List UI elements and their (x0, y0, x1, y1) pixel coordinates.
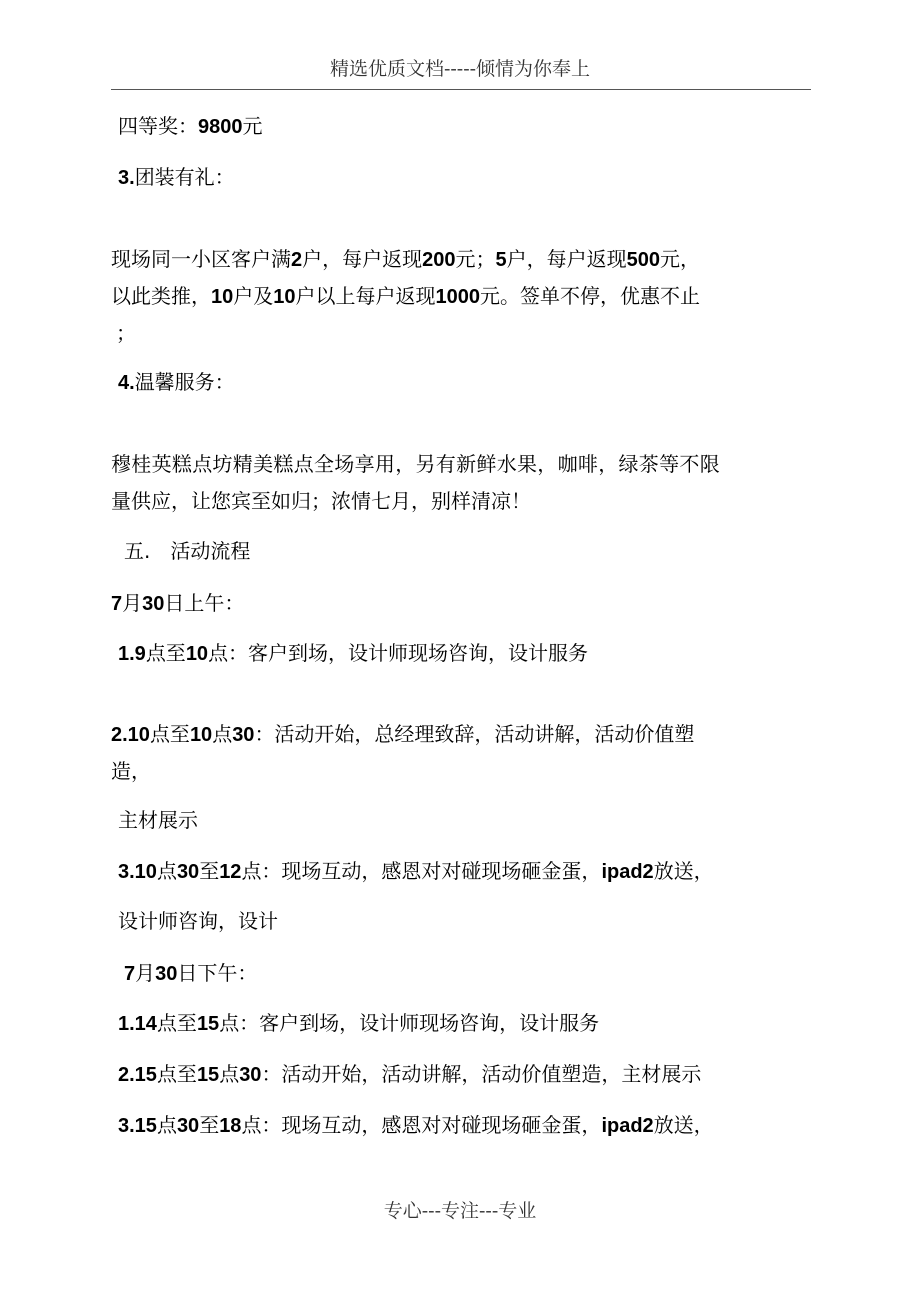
section-4-body-line-2: 量供应，让您宾至如归；浓情七月，别样清凉！ (111, 489, 531, 513)
number-run: 10 (211, 286, 234, 308)
text-run: 点：客户到场，设计师现场咨询，设计服务 (208, 641, 589, 665)
text-run: 至 (199, 859, 220, 883)
section-4-heading (118, 369, 235, 396)
text-run: 元。签单不停，优惠不止 (480, 284, 700, 308)
section-5-title: 活动流程 (170, 539, 251, 563)
morning-item-3 (118, 858, 714, 885)
text-run: 日下午： (177, 961, 258, 985)
text-run: 户以上每户返现 (295, 284, 436, 308)
number-run: 3.10 (118, 861, 157, 883)
number-run: 1.9 (118, 643, 146, 665)
text-run: 点：现场互动，感恩对对碰现场砸金蛋， (241, 859, 602, 883)
section-4-number: 4. (118, 372, 135, 394)
section-5-heading (124, 538, 250, 564)
number-run: 2.15 (118, 1064, 157, 1086)
number-run: 10 (185, 643, 209, 665)
text-run: 户及 (233, 284, 274, 308)
number-run: 10 (273, 286, 296, 308)
text-run: 元， (660, 247, 700, 271)
text-run: 点 (156, 859, 177, 883)
text-run: 月 (135, 961, 156, 985)
header-divider (111, 89, 811, 90)
text-run: 点 (156, 1113, 177, 1137)
morning-item-1 (118, 640, 588, 667)
number-run: 7 (111, 593, 123, 615)
text-run: 点：客户到场，设计师现场咨询，设计服务 (219, 1011, 600, 1035)
number-run: 10 (189, 724, 213, 746)
text-run: 点至 (149, 722, 190, 746)
page-header: 精选优质文档-----倾情为你奉上 (329, 58, 591, 80)
number-run: 5 (495, 249, 507, 271)
number-run: ipad2 (601, 1115, 654, 1137)
text-run: 至 (199, 1113, 220, 1137)
fourth-prize-label: 四等奖： (118, 114, 198, 138)
text-run: ：活动开始，活动讲解，活动价值塑造，主材展示 (261, 1062, 702, 1086)
section-3-heading (118, 164, 235, 191)
morning-item-2-line-3: 主材展示 (118, 808, 198, 832)
number-run: 30 (176, 1115, 200, 1137)
text-run: 月 (122, 591, 143, 615)
number-run: 3.15 (118, 1115, 157, 1137)
number-run: 1000 (435, 286, 480, 308)
number-run: 30 (232, 724, 255, 746)
number-run: 30 (239, 1064, 262, 1086)
number-run: 30 (155, 963, 178, 985)
text-run: 户，每户返现 (506, 247, 627, 271)
text-run: 以此类推， (111, 284, 211, 308)
text-run: 放送， (653, 1113, 714, 1137)
afternoon-item-3 (118, 1112, 714, 1139)
afternoon-item-1 (118, 1010, 599, 1037)
section-4-body-line-1: 穆桂英糕点坊精美糕点全场享用，另有新鲜水果，咖啡，绿茶等不限 (111, 452, 720, 476)
text-run: 放送， (653, 859, 714, 883)
morning-item-2 (111, 721, 694, 748)
number-run: 1.14 (118, 1013, 157, 1035)
number-run: ipad2 (601, 861, 654, 883)
number-run: 12 (219, 861, 242, 883)
section-3-body-line-1 (111, 246, 700, 273)
afternoon-item-2 (118, 1061, 701, 1088)
page-footer: 专心---专注---专业 (383, 1200, 537, 1222)
number-run: 2 (291, 249, 303, 271)
morning-item-2-line-2: 造， (111, 759, 151, 783)
text-run: 点：现场互动，感恩对对碰现场砸金蛋， (241, 1113, 602, 1137)
text-run: 点至 (156, 1011, 197, 1035)
morning-date (111, 590, 244, 617)
text-run: 日上午： (164, 591, 245, 615)
fourth-prize-line (118, 113, 263, 140)
number-run: 30 (176, 861, 200, 883)
number-run: 500 (626, 249, 660, 271)
fourth-prize-amount: 9800 (198, 116, 243, 138)
number-run: 18 (219, 1115, 242, 1137)
text-run: 点 (212, 722, 233, 746)
text-run: 元； (455, 247, 496, 271)
section-3-number: 3. (118, 167, 135, 189)
number-run: 7 (124, 963, 136, 985)
number-run: 2.10 (111, 724, 150, 746)
section-5-number: 五. (124, 539, 151, 563)
text-run: 点至 (145, 641, 186, 665)
number-run: 15 (196, 1013, 220, 1035)
text-run: 点至 (156, 1062, 197, 1086)
text-run: 现场同一小区客户满 (111, 247, 291, 271)
number-run: 200 (422, 249, 456, 271)
section-3-title: 团装有礼： (134, 165, 235, 189)
section-4-title: 温馨服务： (134, 370, 235, 394)
text-run: ：活动开始，总经理致辞，活动讲解，活动价值塑 (254, 722, 695, 746)
text-run: 户，每户返现 (302, 247, 423, 271)
text-run: 点 (219, 1062, 240, 1086)
section-3-body-line-3: ； (116, 321, 136, 345)
morning-item-3-line-2: 设计师咨询，设计 (118, 909, 278, 933)
afternoon-date (124, 960, 257, 987)
number-run: 30 (142, 593, 165, 615)
fourth-prize-unit: 元 (242, 114, 263, 138)
section-3-body-line-2 (111, 283, 700, 310)
number-run: 15 (196, 1064, 220, 1086)
